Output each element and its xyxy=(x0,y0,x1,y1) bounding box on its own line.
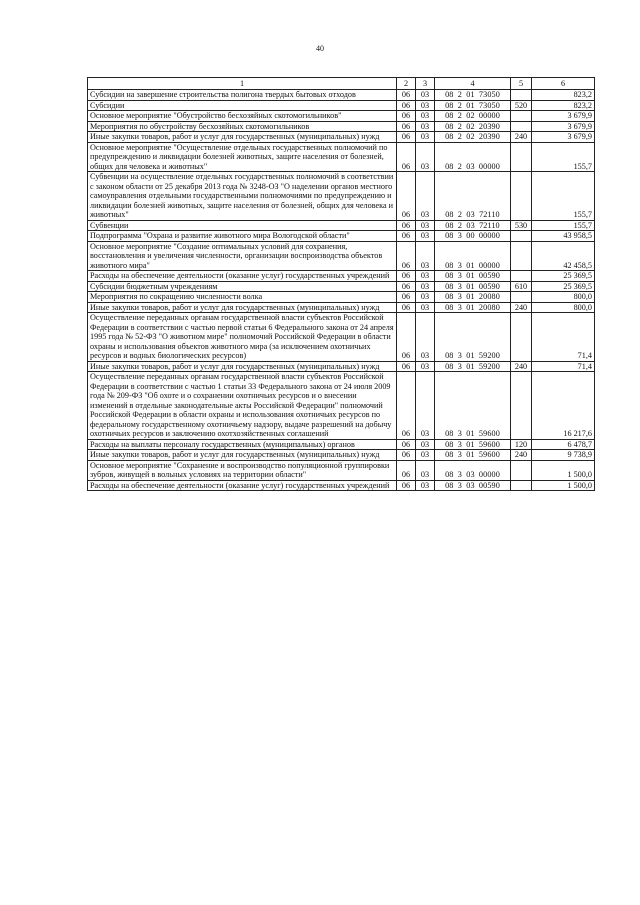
subsection-cell: 03 xyxy=(416,439,435,450)
row-name-cell: Расходы на обеспечение деятельности (оказание услуг) государственных учреждений xyxy=(88,480,397,491)
subsection-cell: 03 xyxy=(416,241,435,271)
section-cell: 06 xyxy=(397,220,416,231)
subsection-cell: 03 xyxy=(416,90,435,101)
amount-cell: 9 738,9 xyxy=(532,450,595,461)
table-row xyxy=(88,220,595,231)
subsection-cell: 03 xyxy=(416,111,435,122)
subsection-cell: 03 xyxy=(416,313,435,362)
section-cell: 06 xyxy=(397,313,416,362)
section-cell: 06 xyxy=(397,439,416,450)
section-cell: 06 xyxy=(397,450,416,461)
subsection-cell: 03 xyxy=(416,100,435,111)
expense-type-cell xyxy=(511,142,532,172)
row-name-cell: Субвенции xyxy=(88,220,397,231)
section-cell: 06 xyxy=(397,132,416,143)
subsection-cell: 03 xyxy=(416,361,435,372)
amount-cell: 1 500,0 xyxy=(532,460,595,480)
section-cell: 06 xyxy=(397,361,416,372)
amount-cell: 16 217,6 xyxy=(532,372,595,440)
header-cell: 1 xyxy=(88,78,397,90)
table-row xyxy=(88,302,595,313)
row-name-cell: Основное мероприятие "Сохранение и воспроизводство популяционной группировки зубров, живущей в вольных условиях на территории области" xyxy=(88,460,397,480)
amount-cell: 823,2 xyxy=(532,90,595,101)
row-name-cell: Субвенции на осуществление отдельных государственных полномочий в соответствии с законом области от 25 декабря 2013 года № 3248-ОЗ "О наделении органов местного самоуправления отдельными государственными полномочиями по предупреждению и ликвидации болезней животных, защите населения от болезней, общих для человека и животных" xyxy=(88,172,397,221)
expense-type-cell: 240 xyxy=(511,361,532,372)
expense-type-cell xyxy=(511,460,532,480)
table-row xyxy=(88,460,595,480)
subsection-cell: 03 xyxy=(416,231,435,242)
section-cell: 06 xyxy=(397,111,416,122)
subsection-cell: 03 xyxy=(416,480,435,491)
table-row xyxy=(88,372,595,440)
target-article-cell: 08 3 01 00000 xyxy=(435,241,511,271)
page-number: 40 xyxy=(316,44,324,53)
section-cell: 06 xyxy=(397,142,416,172)
subsection-cell: 03 xyxy=(416,132,435,143)
section-cell: 06 xyxy=(397,372,416,440)
target-article-cell: 08 2 03 72110 xyxy=(435,220,511,231)
expense-type-cell xyxy=(511,292,532,303)
target-article-cell: 08 3 00 00000 xyxy=(435,231,511,242)
table-header-row xyxy=(88,78,595,90)
header-cell: 6 xyxy=(532,78,595,90)
row-name-cell: Субсидии на завершение строительства полигона твердых бытовых отходов xyxy=(88,90,397,101)
header-cell: 3 xyxy=(416,78,435,90)
amount-cell: 25 369,5 xyxy=(532,281,595,292)
amount-cell: 800,0 xyxy=(532,302,595,313)
header-cell: 5 xyxy=(511,78,532,90)
target-article-cell: 08 2 03 72110 xyxy=(435,172,511,221)
table-row xyxy=(88,480,595,491)
section-cell: 06 xyxy=(397,100,416,111)
table-row xyxy=(88,231,595,242)
header-cell: 2 xyxy=(397,78,416,90)
target-article-cell: 08 3 01 59600 xyxy=(435,372,511,440)
expense-type-cell: 120 xyxy=(511,439,532,450)
amount-cell: 155,7 xyxy=(532,172,595,221)
amount-cell: 25 369,5 xyxy=(532,271,595,282)
target-article-cell: 08 3 01 59200 xyxy=(435,313,511,362)
table-row xyxy=(88,292,595,303)
row-name-cell: Иные закупки товаров, работ и услуг для государственных (муниципальных) нужд xyxy=(88,302,397,313)
section-cell: 06 xyxy=(397,271,416,282)
expense-type-cell: 240 xyxy=(511,132,532,143)
subsection-cell: 03 xyxy=(416,450,435,461)
target-article-cell: 08 2 02 20390 xyxy=(435,132,511,143)
subsection-cell: 03 xyxy=(416,281,435,292)
table-row xyxy=(88,439,595,450)
amount-cell: 155,7 xyxy=(532,142,595,172)
section-cell: 06 xyxy=(397,121,416,132)
table-row xyxy=(88,142,595,172)
section-cell: 06 xyxy=(397,460,416,480)
subsection-cell: 03 xyxy=(416,271,435,282)
table-row xyxy=(88,132,595,143)
target-article-cell: 08 2 03 00000 xyxy=(435,142,511,172)
expense-type-cell: 610 xyxy=(511,281,532,292)
table-row xyxy=(88,90,595,101)
table-row xyxy=(88,100,595,111)
target-article-cell: 08 3 01 59600 xyxy=(435,439,511,450)
section-cell: 06 xyxy=(397,90,416,101)
amount-cell: 3 679,9 xyxy=(532,132,595,143)
header-cell: 4 xyxy=(435,78,511,90)
table-row xyxy=(88,271,595,282)
table-row xyxy=(88,281,595,292)
row-name-cell: Расходы на выплаты персоналу государственных (муниципальных) органов xyxy=(88,439,397,450)
subsection-cell: 03 xyxy=(416,142,435,172)
amount-cell: 71,4 xyxy=(532,313,595,362)
row-name-cell: Осуществление переданных органам государственной власти субъектов Российской Федерации в соответствии с частью 1 статьи 33 Федерального закона от 24 июля 2009 года № 209-ФЗ "Об охоте и о сохранении охотничьих ресурсов и о внесении изменений в отдельные законодательные акты Российской Федерации" полномочий Российской Федерации в области охраны и использования охотничьих ресурсов по федеральному государственному охотничьему надзору, выдаче разрешений на добычу охотничьих ресурсов и заключению охотхозяйственных соглашений xyxy=(88,372,397,440)
expense-type-cell xyxy=(511,90,532,101)
table-row xyxy=(88,172,595,221)
expense-type-cell xyxy=(511,372,532,440)
subsection-cell: 03 xyxy=(416,292,435,303)
amount-cell: 71,4 xyxy=(532,361,595,372)
section-cell: 06 xyxy=(397,281,416,292)
target-article-cell: 08 3 01 20080 xyxy=(435,292,511,303)
amount-cell: 155,7 xyxy=(532,220,595,231)
table-row xyxy=(88,361,595,372)
subsection-cell: 03 xyxy=(416,460,435,480)
row-name-cell: Иные закупки товаров, работ и услуг для государственных (муниципальных) нужд xyxy=(88,450,397,461)
target-article-cell: 08 3 01 00590 xyxy=(435,271,511,282)
row-name-cell: Основное мероприятие "Создание оптимальных условий для сохранения, восстановления и увеличения численности, организации воспроизводства объектов животного мира" xyxy=(88,241,397,271)
target-article-cell: 08 3 01 00590 xyxy=(435,281,511,292)
amount-cell: 800,0 xyxy=(532,292,595,303)
subsection-cell: 03 xyxy=(416,302,435,313)
section-cell: 06 xyxy=(397,480,416,491)
target-article-cell: 08 3 01 59600 xyxy=(435,450,511,461)
row-name-cell: Осуществление переданных органам государственной власти субъектов Российской Федерации в соответствии с частью первой статьи 6 Федерального закона от 24 апреля 1995 года № 52-ФЗ "О животном мире" полномочий Российской Федерации в области охраны и использования объектов животного мира (за исключением охотничьих ресурсов и водных биологических ресурсов) xyxy=(88,313,397,362)
amount-cell: 42 458,5 xyxy=(532,241,595,271)
target-article-cell: 08 3 01 20080 xyxy=(435,302,511,313)
amount-cell: 1 500,0 xyxy=(532,480,595,491)
expense-type-cell: 240 xyxy=(511,450,532,461)
target-article-cell: 08 2 02 20390 xyxy=(435,121,511,132)
row-name-cell: Иные закупки товаров, работ и услуг для государственных (муниципальных) нужд xyxy=(88,132,397,143)
expense-type-cell xyxy=(511,231,532,242)
section-cell: 06 xyxy=(397,302,416,313)
row-name-cell: Иные закупки товаров, работ и услуг для государственных (муниципальных) нужд xyxy=(88,361,397,372)
subsection-cell: 03 xyxy=(416,372,435,440)
row-name-cell: Основное мероприятие "Осуществление отдельных государственных полномочий по предупреждению и ликвидации болезней животных, защите населения от болезней, общих для человека и животных" xyxy=(88,142,397,172)
amount-cell: 3 679,9 xyxy=(532,121,595,132)
target-article-cell: 08 2 02 00000 xyxy=(435,111,511,122)
row-name-cell: Подпрограмма "Охрана и развитие животного мира Вологодской области" xyxy=(88,231,397,242)
table-row xyxy=(88,313,595,362)
target-article-cell: 08 3 03 00590 xyxy=(435,480,511,491)
amount-cell: 43 958,5 xyxy=(532,231,595,242)
expense-type-cell: 520 xyxy=(511,100,532,111)
expense-type-cell xyxy=(511,271,532,282)
row-name-cell: Мероприятия по обустройству бесхозяйных скотомогильников xyxy=(88,121,397,132)
row-name-cell: Мероприятия по сокращению численности волка xyxy=(88,292,397,303)
row-name-cell: Субсидии xyxy=(88,100,397,111)
section-cell: 06 xyxy=(397,241,416,271)
expense-type-cell: 530 xyxy=(511,220,532,231)
row-name-cell: Основное мероприятие "Обустройство бесхозяйных скотомогильников" xyxy=(88,111,397,122)
expense-type-cell xyxy=(511,480,532,491)
subsection-cell: 03 xyxy=(416,121,435,132)
expense-type-cell xyxy=(511,172,532,221)
expense-type-cell: 240 xyxy=(511,302,532,313)
budget-table xyxy=(87,77,595,491)
amount-cell: 6 478,7 xyxy=(532,439,595,450)
expense-type-cell xyxy=(511,241,532,271)
table-row xyxy=(88,450,595,461)
subsection-cell: 03 xyxy=(416,172,435,221)
target-article-cell: 08 3 01 59200 xyxy=(435,361,511,372)
subsection-cell: 03 xyxy=(416,220,435,231)
expense-type-cell xyxy=(511,121,532,132)
target-article-cell: 08 3 03 00000 xyxy=(435,460,511,480)
expense-type-cell xyxy=(511,313,532,362)
section-cell: 06 xyxy=(397,172,416,221)
section-cell: 06 xyxy=(397,231,416,242)
section-cell: 06 xyxy=(397,292,416,303)
amount-cell: 3 679,9 xyxy=(532,111,595,122)
expense-type-cell xyxy=(511,111,532,122)
table-row xyxy=(88,111,595,122)
row-name-cell: Расходы на обеспечение деятельности (оказание услуг) государственных учреждений xyxy=(88,271,397,282)
target-article-cell: 08 2 01 73050 xyxy=(435,100,511,111)
amount-cell: 823,2 xyxy=(532,100,595,111)
row-name-cell: Субсидии бюджетным учреждениям xyxy=(88,281,397,292)
target-article-cell: 08 2 01 73050 xyxy=(435,90,511,101)
table-row xyxy=(88,121,595,132)
table-row xyxy=(88,241,595,271)
